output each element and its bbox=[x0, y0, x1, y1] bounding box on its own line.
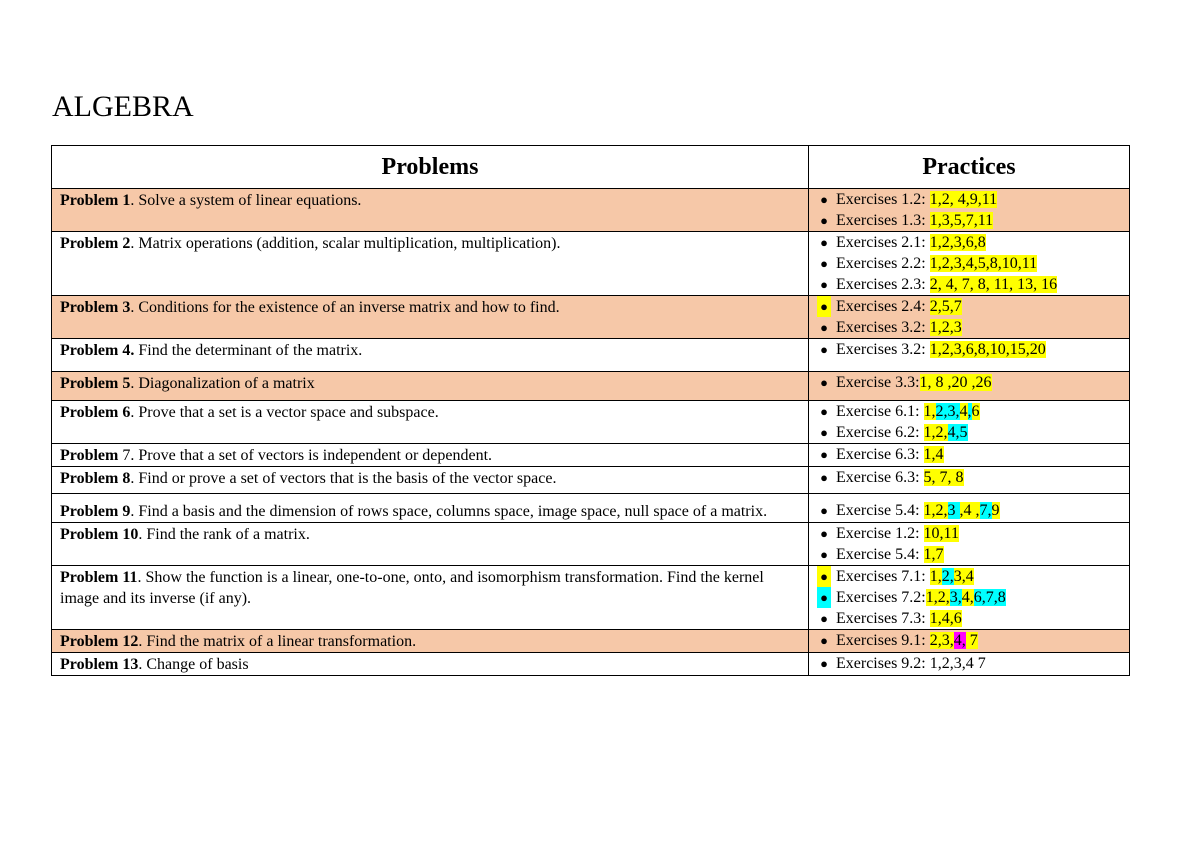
practice-item bbox=[817, 372, 1129, 393]
page-title: ALGEBRA bbox=[52, 90, 194, 123]
exercise-numbers: 1,3,5,7,11 bbox=[929, 212, 994, 229]
practices-cell bbox=[809, 339, 1130, 372]
problem-label: Problem 13 bbox=[60, 656, 139, 673]
practice-list bbox=[809, 401, 1129, 443]
table-body bbox=[52, 189, 1130, 676]
exercise-numbers: 1, bbox=[929, 568, 942, 585]
exercise-numbers: 2,3, bbox=[935, 403, 960, 420]
practice-item bbox=[817, 232, 1129, 253]
problem-description: . Prove that a set is a vector space and subspace. bbox=[130, 404, 439, 421]
exercise-numbers: 1,2,3,6,8 bbox=[929, 234, 986, 251]
problem-label: Problem 5 bbox=[60, 375, 131, 392]
exercise-numbers: 1,2, bbox=[923, 502, 948, 519]
exercise-numbers: 1,4 bbox=[923, 446, 944, 463]
practice-item bbox=[817, 544, 1129, 565]
bullet-icon: ● bbox=[820, 526, 828, 541]
bullet-icon: ● bbox=[820, 375, 828, 390]
exercise-numbers: 4, bbox=[953, 632, 966, 649]
exercise-label: Exercises 2.2: bbox=[836, 255, 930, 272]
problem-cell bbox=[52, 630, 809, 653]
exercise-numbers: 2,3, bbox=[929, 632, 954, 649]
practice-item bbox=[817, 467, 1129, 488]
problem-cell bbox=[52, 444, 809, 467]
practices-cell bbox=[809, 296, 1130, 339]
problem-cell bbox=[52, 566, 809, 630]
problem-label: Problem 11 bbox=[60, 569, 138, 586]
problems-table bbox=[51, 145, 1130, 676]
exercise-numbers: 1,7 bbox=[923, 546, 944, 563]
exercise-label: Exercise 6.1: bbox=[836, 403, 924, 420]
practices-cell bbox=[809, 566, 1130, 630]
problem-cell bbox=[52, 232, 809, 296]
exercise-label: Exercise 5.4: bbox=[836, 546, 924, 563]
exercise-label: Exercises 9.2: bbox=[836, 655, 930, 672]
bullet-icon: ● bbox=[820, 425, 828, 440]
problem-cell bbox=[52, 372, 809, 401]
exercise-label: Exercise 6.2: bbox=[836, 424, 924, 441]
practices-cell bbox=[809, 653, 1130, 676]
bullet-icon: ● bbox=[817, 566, 831, 587]
practice-item bbox=[817, 339, 1129, 360]
table-row bbox=[52, 296, 1130, 339]
problem-label: Problem 3 bbox=[60, 299, 131, 316]
bullet-icon: ● bbox=[820, 404, 828, 419]
table-row bbox=[52, 189, 1130, 232]
practice-item bbox=[817, 523, 1129, 544]
bullet-icon: ● bbox=[817, 296, 831, 317]
problem-cell bbox=[52, 189, 809, 232]
problem-label: Problem bbox=[60, 447, 119, 464]
bullet-icon: ● bbox=[820, 342, 828, 357]
exercise-label: Exercises 3.2: bbox=[836, 319, 930, 336]
exercise-numbers: 7, bbox=[979, 502, 992, 519]
bullet-icon: ● bbox=[820, 633, 828, 648]
exercise-label: Exercises 1.3: bbox=[836, 212, 930, 229]
problem-label: Problem 6 bbox=[60, 404, 131, 421]
bullet-icon: ● bbox=[820, 547, 828, 562]
practice-item bbox=[817, 274, 1129, 295]
exercise-numbers: 1, bbox=[923, 403, 936, 420]
problem-description: 7. Prove that a set of vectors is independent or dependent. bbox=[118, 447, 493, 464]
problem-description: . Find the matrix of a linear transformation. bbox=[138, 633, 417, 650]
practices-cell bbox=[809, 630, 1130, 653]
problem-label: Problem 1 bbox=[60, 192, 131, 209]
problem-cell bbox=[52, 523, 809, 566]
exercise-numbers: 3, bbox=[949, 589, 962, 606]
practice-item bbox=[817, 630, 1129, 651]
practices-cell bbox=[809, 523, 1130, 566]
practice-item bbox=[817, 253, 1129, 274]
exercise-label: Exercises 2.4: bbox=[836, 298, 930, 315]
practice-item bbox=[817, 317, 1129, 338]
practice-item bbox=[817, 422, 1129, 443]
exercise-numbers: 7 bbox=[965, 632, 978, 649]
exercise-numbers: 6 bbox=[971, 403, 980, 420]
table-row bbox=[52, 630, 1130, 653]
problem-cell bbox=[52, 494, 809, 523]
exercise-numbers: 9 bbox=[991, 502, 1000, 519]
exercise-numbers: 4,5 bbox=[947, 424, 968, 441]
practices-cell bbox=[809, 467, 1130, 494]
exercise-numbers: 2, bbox=[941, 568, 954, 585]
exercise-numbers: 1,2, 4,9,11 bbox=[929, 191, 998, 208]
practice-item bbox=[817, 608, 1129, 629]
problem-label: Problem 12 bbox=[60, 633, 139, 650]
exercise-numbers: 10,11 bbox=[923, 525, 959, 542]
practice-item bbox=[817, 587, 1129, 608]
practice-item bbox=[817, 566, 1129, 587]
exercise-numbers: 4 bbox=[959, 403, 968, 420]
problem-description: . Show the function is a linear, one-to-one, onto, and isomorphism transformation. Find the kernel image and its inverse (if any). bbox=[60, 569, 764, 607]
practice-item bbox=[817, 296, 1129, 317]
table-row bbox=[52, 444, 1130, 467]
bullet-icon: ● bbox=[820, 235, 828, 250]
exercise-label: Exercises 9.1: bbox=[836, 632, 930, 649]
exercise-numbers: 6,7,8 bbox=[973, 589, 1006, 606]
practice-list bbox=[809, 339, 1129, 360]
exercise-numbers: 1,4,6 bbox=[929, 610, 962, 627]
exercise-numbers: 1,2, bbox=[923, 424, 948, 441]
exercise-label: Exercises 2.3: bbox=[836, 276, 930, 293]
exercise-numbers: 1, 8 ,20 ,26 bbox=[919, 374, 992, 391]
exercise-label: Exercises 7.2: bbox=[836, 589, 926, 606]
exercise-numbers: 1,2,3,4,5,8,10,11 bbox=[929, 255, 1038, 272]
problem-cell bbox=[52, 401, 809, 444]
exercise-numbers: 5, 7, 8 bbox=[923, 469, 964, 486]
problem-label: Problem 4. bbox=[60, 342, 135, 359]
problem-cell bbox=[52, 296, 809, 339]
exercise-numbers: 4, bbox=[961, 589, 974, 606]
problem-description: . Conditions for the existence of an inverse matrix and how to find. bbox=[130, 299, 560, 316]
exercise-numbers: 3 bbox=[947, 502, 960, 519]
exercise-numbers: 1,2,3 bbox=[929, 319, 962, 336]
bullet-icon: ● bbox=[820, 213, 828, 228]
table-row bbox=[52, 523, 1130, 566]
bullet-icon: ● bbox=[820, 256, 828, 271]
bullet-icon: ● bbox=[817, 587, 831, 608]
table-row bbox=[52, 566, 1130, 630]
practices-cell bbox=[809, 372, 1130, 401]
problem-description: . Matrix operations (addition, scalar multiplication, multiplication). bbox=[130, 235, 561, 252]
exercise-label: Exercise 6.3: bbox=[836, 469, 924, 486]
bullet-icon: ● bbox=[820, 192, 828, 207]
bullet-icon: ● bbox=[820, 447, 828, 462]
table-row bbox=[52, 653, 1130, 676]
practice-item bbox=[817, 653, 1129, 674]
problem-description: Find the determinant of the matrix. bbox=[134, 342, 363, 359]
problem-label: Problem 2 bbox=[60, 235, 131, 252]
table-row bbox=[52, 372, 1130, 401]
exercise-numbers: 2,5,7 bbox=[929, 298, 962, 315]
practice-item bbox=[817, 444, 1129, 465]
practice-list bbox=[809, 189, 1129, 231]
practice-item bbox=[817, 401, 1129, 422]
practice-list bbox=[809, 444, 1129, 465]
exercise-numbers: 3,4 bbox=[953, 568, 974, 585]
practice-item bbox=[817, 210, 1129, 231]
practice-list bbox=[809, 500, 1129, 521]
exercise-numbers: 1,2, bbox=[925, 589, 950, 606]
problem-cell bbox=[52, 339, 809, 372]
exercise-label: Exercises 1.2: bbox=[836, 191, 930, 208]
exercise-label: Exercises 7.1: bbox=[836, 568, 930, 585]
practice-list bbox=[809, 296, 1129, 338]
practices-cell bbox=[809, 444, 1130, 467]
bullet-icon: ● bbox=[820, 656, 828, 671]
problems-header: Problems bbox=[52, 146, 809, 189]
problem-description: . Solve a system of linear equations. bbox=[130, 192, 362, 209]
bullet-icon: ● bbox=[820, 470, 828, 485]
practice-item bbox=[817, 500, 1129, 521]
problem-description: . Change of basis bbox=[138, 656, 249, 673]
table-row bbox=[52, 467, 1130, 494]
table-row bbox=[52, 401, 1130, 444]
exercise-numbers: , bbox=[967, 403, 972, 420]
problem-description: . Find or prove a set of vectors that is the basis of the vector space. bbox=[130, 470, 557, 487]
exercise-numbers: ,4 , bbox=[959, 502, 980, 519]
exercise-label: Exercise 3.3: bbox=[836, 374, 920, 391]
table-row bbox=[52, 339, 1130, 372]
bullet-icon: ● bbox=[820, 320, 828, 335]
practices-cell bbox=[809, 401, 1130, 444]
problem-description: . Find the rank of a matrix. bbox=[138, 526, 310, 543]
practices-header: Practices bbox=[809, 146, 1130, 189]
table-row bbox=[52, 494, 1130, 523]
bullet-icon: ● bbox=[820, 277, 828, 292]
problem-cell bbox=[52, 467, 809, 494]
problem-description: . Find a basis and the dimension of rows space, columns space, image space, null space of a matrix. bbox=[130, 503, 768, 520]
practice-list bbox=[809, 566, 1129, 629]
problem-label: Problem 8 bbox=[60, 470, 131, 487]
table-row bbox=[52, 232, 1130, 296]
exercise-numbers: 2, 4, 7, 8, 11, 13, 16 bbox=[929, 276, 1058, 293]
exercise-label: Exercise 1.2: bbox=[836, 525, 924, 542]
practice-list bbox=[809, 372, 1129, 393]
exercise-label: Exercises 7.3: bbox=[836, 610, 930, 627]
table-header-row bbox=[52, 146, 1130, 189]
practice-list bbox=[809, 232, 1129, 295]
practices-cell bbox=[809, 494, 1130, 523]
practices-cell bbox=[809, 189, 1130, 232]
practices-cell bbox=[809, 232, 1130, 296]
exercise-label: Exercises 2.1: bbox=[836, 234, 930, 251]
exercise-label: Exercise 5.4: bbox=[836, 502, 924, 519]
bullet-icon: ● bbox=[820, 611, 828, 626]
exercise-numbers: 1,2,3,6,8,10,15,20 bbox=[929, 341, 1046, 358]
practice-list bbox=[809, 467, 1129, 488]
problem-label: Problem 9 bbox=[60, 503, 131, 520]
exercise-label: Exercise 6.3: bbox=[836, 446, 924, 463]
problem-cell bbox=[52, 653, 809, 676]
exercise-label: Exercises 3.2: bbox=[836, 341, 930, 358]
practice-list bbox=[809, 653, 1129, 674]
practice-list bbox=[809, 523, 1129, 565]
bullet-icon: ● bbox=[820, 503, 828, 518]
practice-item bbox=[817, 189, 1129, 210]
problem-label: Problem 10 bbox=[60, 526, 139, 543]
problem-description: . Diagonalization of a matrix bbox=[130, 375, 315, 392]
practice-list bbox=[809, 630, 1129, 651]
exercise-numbers: 1,2,3,4 7 bbox=[929, 655, 986, 672]
